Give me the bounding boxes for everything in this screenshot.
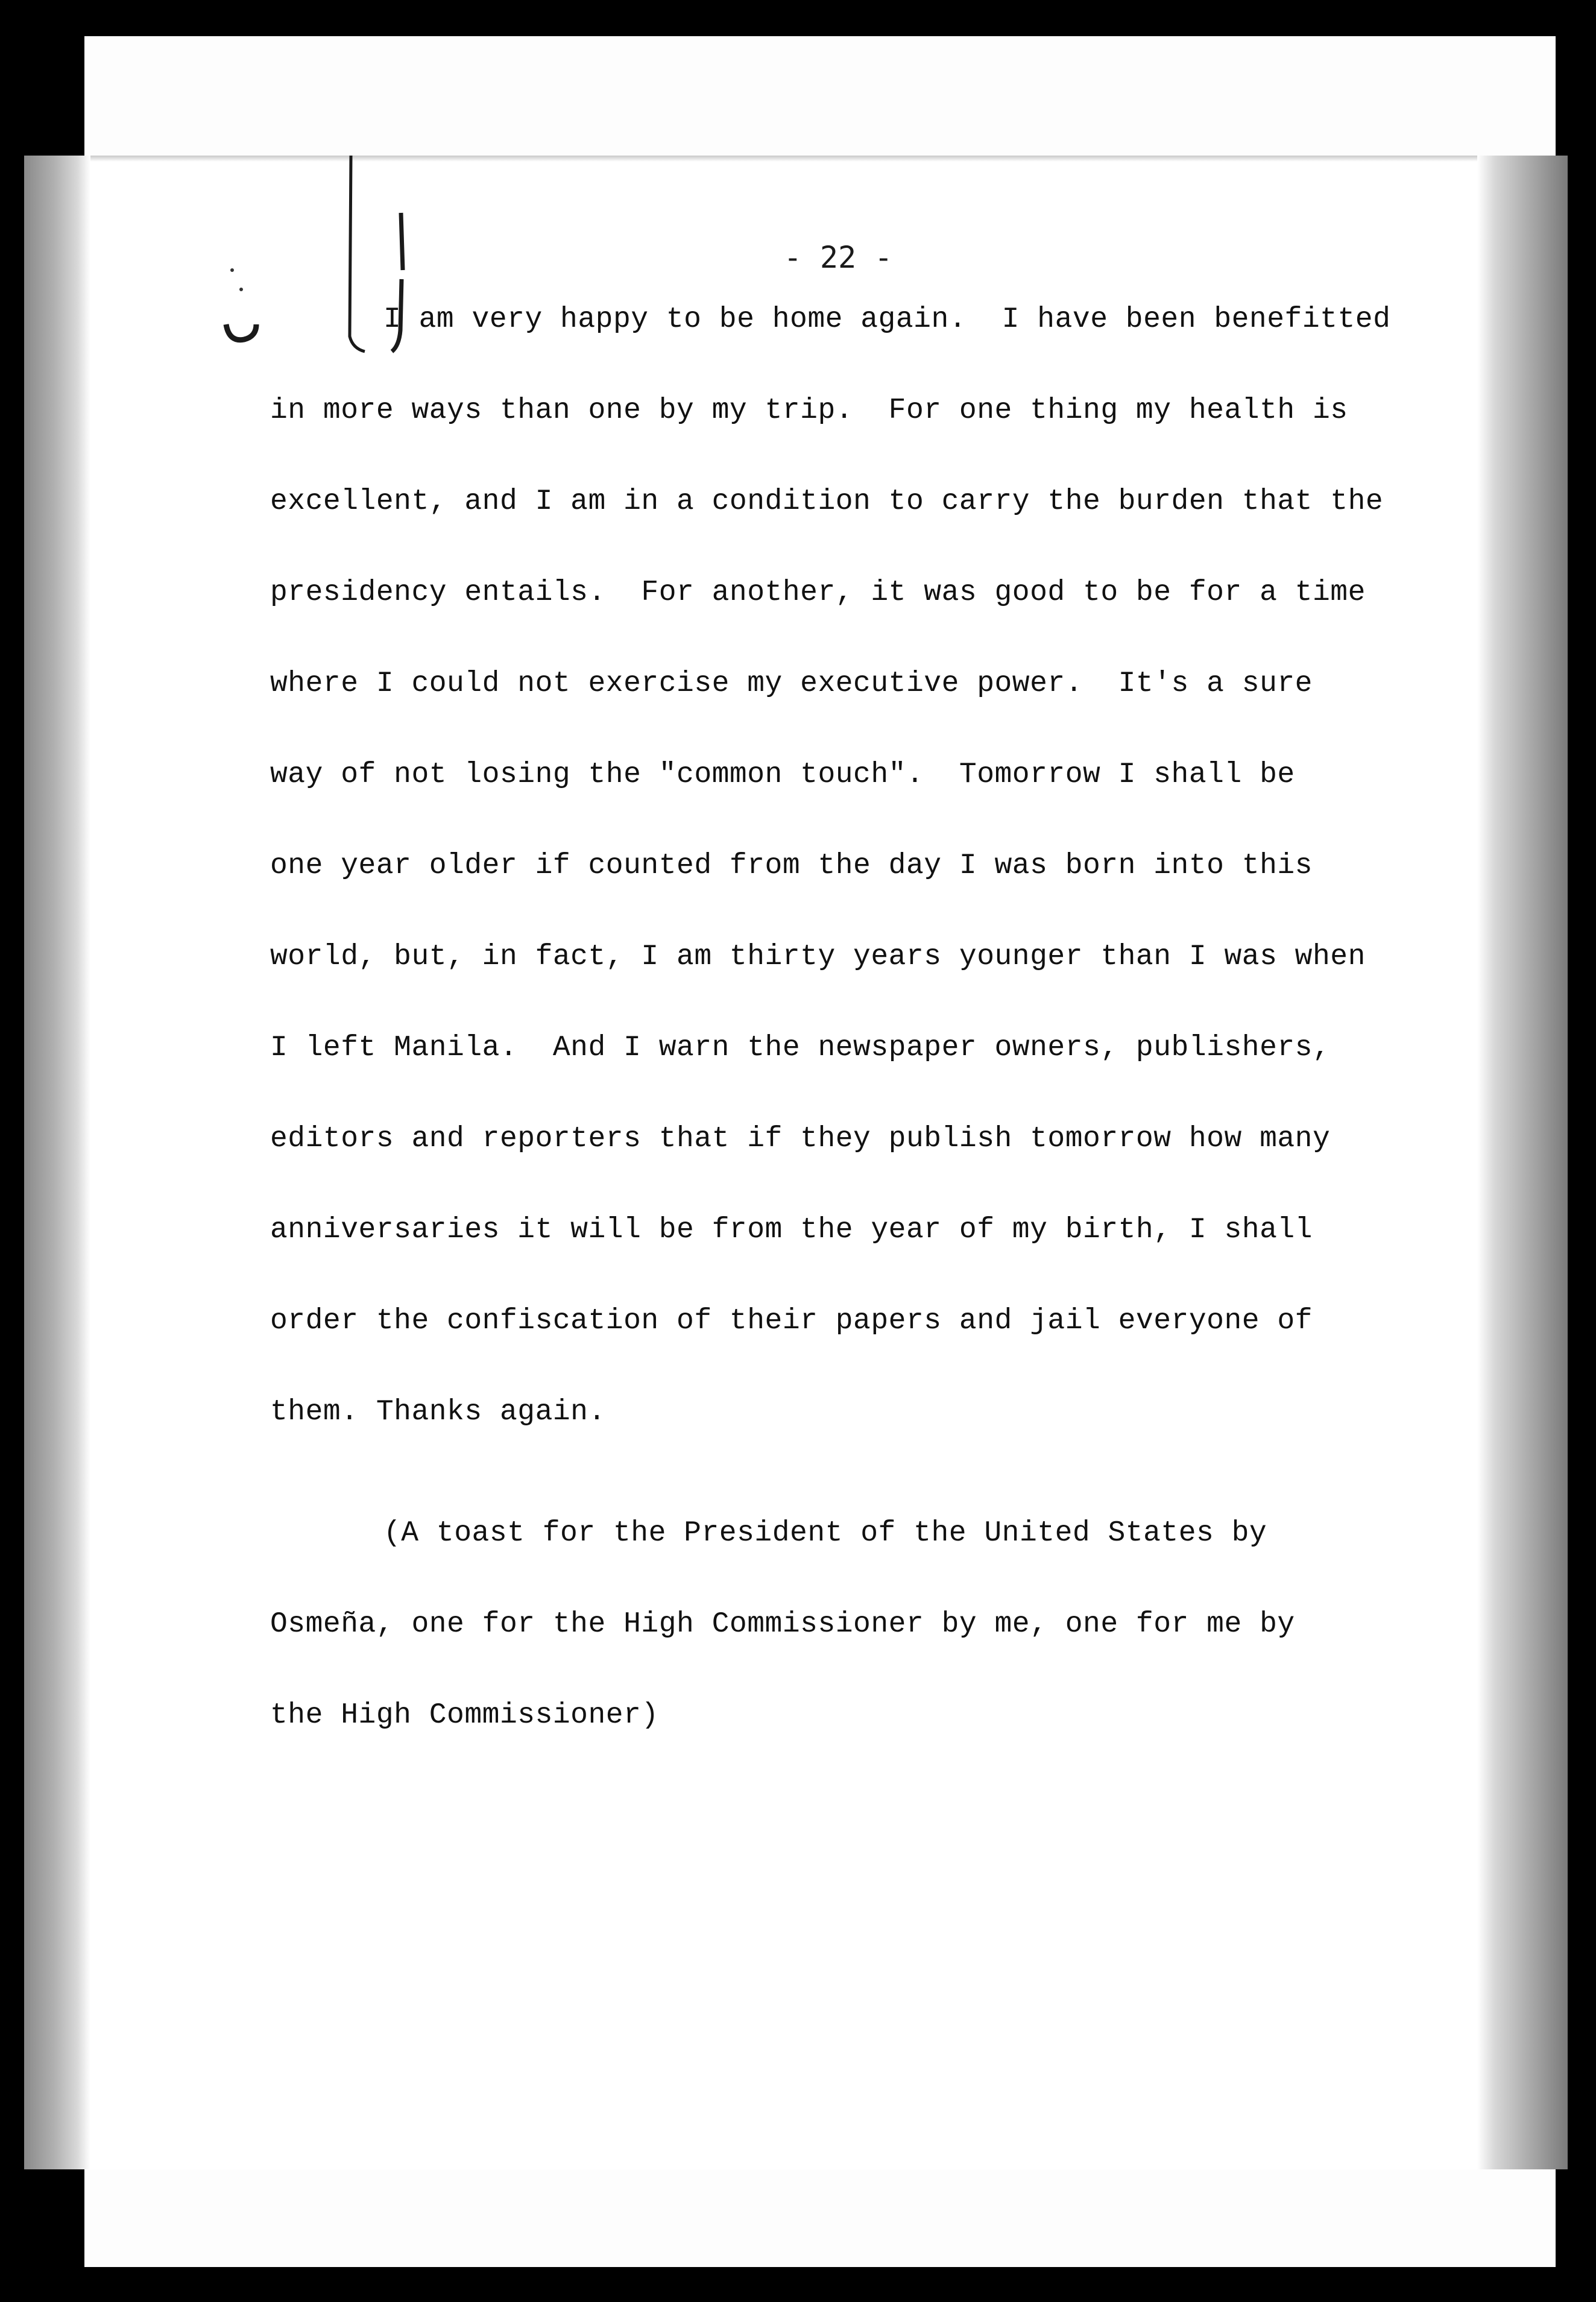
page-number: - 22 - [783, 240, 893, 275]
paragraph-1-line-4: presidency entails. For another, it was good to be for a time [270, 576, 1366, 609]
paragraph-1-line-1: I am very happy to be home again. I have been benefitted [383, 303, 1391, 336]
paragraph-1-line-5: where I could not exercise my executive power. It's a sure [270, 667, 1313, 700]
paragraph-1-line-7: one year older if counted from the day I was born into this [270, 850, 1313, 882]
paragraph-1-line-3: excellent, and I am in a condition to carry the burden that the [270, 485, 1384, 518]
paragraph-1-line-9: I left Manila. And I warn the newspaper owners, publishers, [270, 1032, 1331, 1064]
paragraph-1-line-10: editors and reporters that if they publish tomorrow how many [270, 1123, 1331, 1155]
paragraph-2-line-2: Osmeña, one for the High Commissioner by me, one for me by [270, 1608, 1295, 1641]
paragraph-1-line-6: way of not losing the "common touch". Tomorrow I shall be [270, 758, 1295, 791]
paragraph-1-line-13: them. Thanks again. [270, 1396, 606, 1428]
paragraph-2-line-1: (A toast for the President of the United States by [383, 1517, 1267, 1550]
paragraph-1-line-2: in more ways than one by my trip. For one thing my health is [270, 394, 1348, 427]
page-left-shadow [24, 156, 90, 2169]
paragraph-1-line-11: anniversaries it will be from the year of my birth, I shall [270, 1214, 1313, 1246]
page-right-shadow [1477, 156, 1568, 2169]
paragraph-1-line-8: world, but, in fact, I am thirty years younger than I was when [270, 941, 1366, 973]
paragraph-gap [270, 1458, 1476, 1488]
paragraph-1-line-12: order the confiscation of their papers and jail everyone of [270, 1305, 1313, 1337]
body-text [270, 274, 1476, 1761]
paragraph-2-line-3: the High Commissioner) [270, 1699, 659, 1732]
